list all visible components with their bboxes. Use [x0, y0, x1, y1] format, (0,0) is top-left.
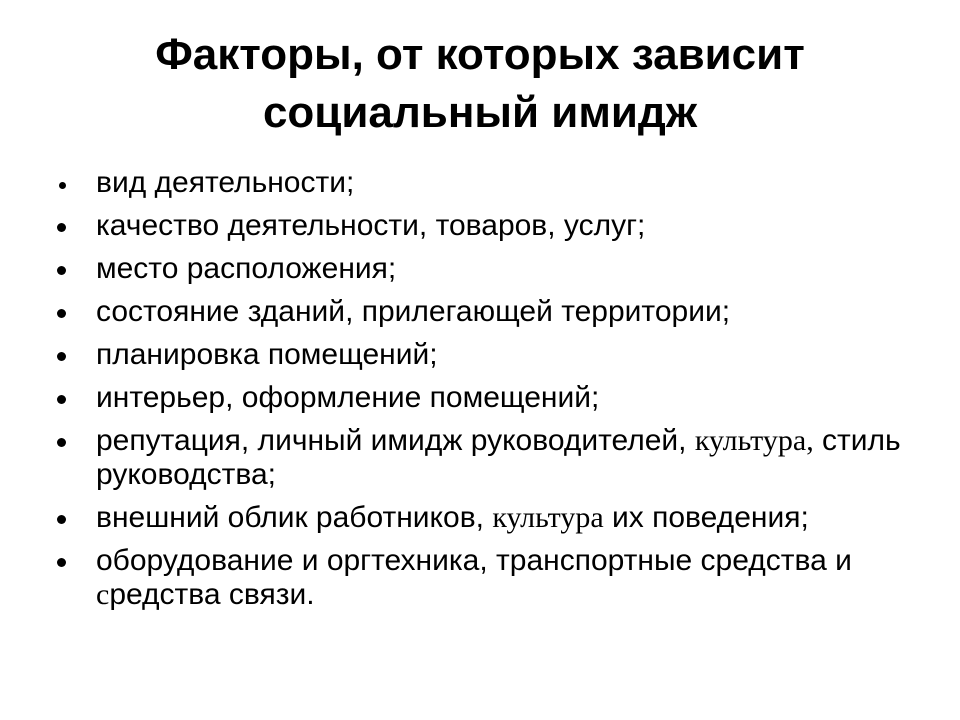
bullet-text: вид деятельности;	[96, 166, 355, 199]
list-item	[52, 424, 932, 492]
list-item	[52, 209, 932, 243]
bullet-icon	[57, 266, 66, 275]
bullet-text-serif: культура,	[694, 424, 814, 457]
bullet-icon	[57, 395, 66, 404]
bullet-text: внешний облик работников,	[96, 501, 493, 534]
bullet-icon	[57, 309, 66, 318]
bullet-icon	[57, 558, 66, 567]
bullet-text: репутация, личный имидж руководителей,	[96, 424, 687, 457]
bullet-text: интерьер, оформление помещений;	[96, 381, 600, 414]
bullet-icon	[57, 515, 66, 524]
title-line-2: социальный имидж	[262, 88, 698, 137]
bullet-list	[52, 166, 932, 621]
bullet-text-tail: их поведения;	[603, 501, 809, 534]
bullet-icon	[57, 223, 66, 232]
bullet-text: оборудование и оргтехника, транспортные средства и	[96, 544, 852, 577]
bullet-text: состояние зданий, прилегающей территории;	[96, 295, 731, 328]
bullet-text: планировка помещений;	[96, 338, 438, 371]
title-line-1: Факторы, от которых зависит	[155, 30, 805, 79]
slide-title	[0, 26, 960, 142]
bullet-text: место расположения;	[96, 252, 397, 285]
bullet-text: качество деятельности, товаров, услуг;	[96, 209, 646, 242]
list-item	[52, 166, 932, 200]
bullet-icon	[57, 438, 66, 447]
list-item	[52, 381, 932, 415]
list-item	[52, 501, 932, 535]
bullet-text-serif: с	[96, 578, 110, 611]
list-item	[52, 252, 932, 286]
bullet-icon	[57, 352, 66, 361]
bullet-text-serif: культура	[492, 501, 604, 534]
bullet-icon	[59, 182, 66, 189]
bullet-text-tail: стиль руководства;	[96, 424, 901, 491]
list-item	[52, 338, 932, 372]
list-item	[52, 295, 932, 329]
list-item	[52, 544, 932, 612]
bullet-text-tail: редства связи.	[109, 578, 315, 611]
